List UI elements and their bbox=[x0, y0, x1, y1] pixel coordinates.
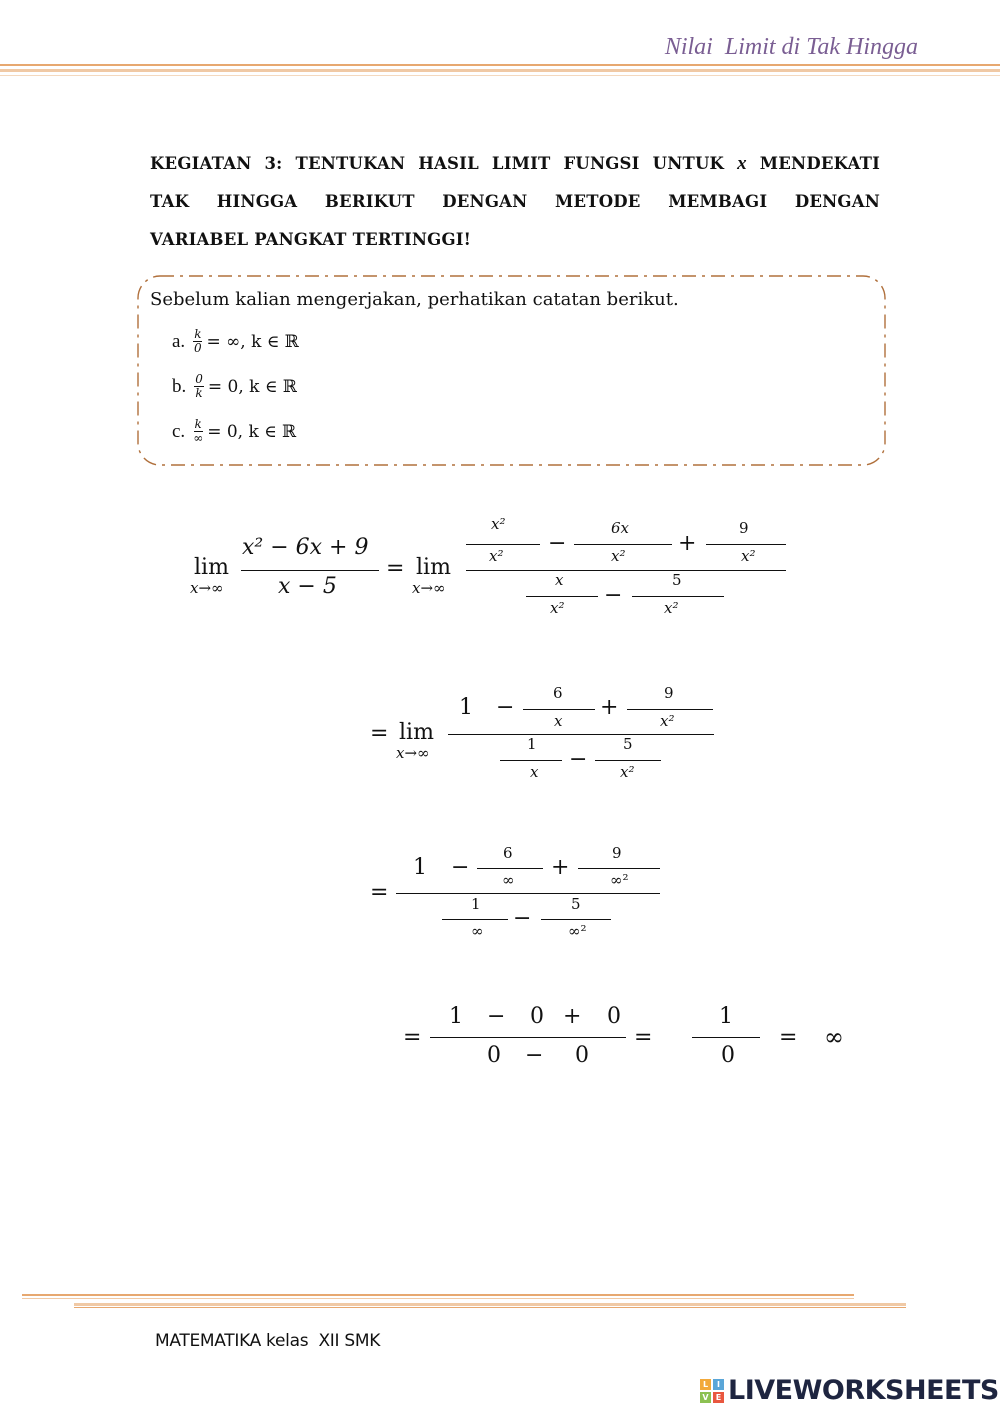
step1-t3-den: x² bbox=[741, 547, 756, 565]
step4-den-zero-2: 0 bbox=[575, 1043, 589, 1068]
note-item-b-fraction: $\frac{0}{k}$ bbox=[195, 372, 203, 400]
step2-b1-den: x bbox=[530, 763, 539, 781]
brand-watermark[interactable] bbox=[700, 1375, 999, 1406]
step2-t3-num: 9 bbox=[664, 684, 674, 702]
step2-minus-1: − bbox=[496, 695, 515, 720]
step3-t3-bar bbox=[578, 868, 660, 869]
step3-b1-bar bbox=[442, 919, 508, 920]
page-header-title: Nilai Limit di Tak Hingga bbox=[664, 34, 918, 60]
note-item-b: b. $\frac{0}{k}$ = 0, k ∈ ℝ bbox=[172, 372, 297, 400]
note-item-a: a. $\frac{k}{0}$ = ∞, k ∈ ℝ bbox=[172, 327, 299, 355]
step1-lim: lim bbox=[194, 555, 229, 580]
step1-fraction-bar bbox=[241, 570, 379, 571]
step2-t2-bar bbox=[523, 709, 595, 710]
step2-b1-num: 1 bbox=[527, 735, 537, 753]
step3-b2-num: 5 bbox=[571, 895, 581, 913]
step1-t3-num: 9 bbox=[739, 519, 749, 537]
step2-b2-num: 5 bbox=[623, 735, 633, 753]
note-item-a-fraction: $\frac{k}{0}$ bbox=[194, 327, 202, 355]
step3-t2-den: ∞ bbox=[502, 871, 515, 889]
step2-t2-den: x bbox=[554, 712, 563, 730]
step1-t3-bar bbox=[706, 544, 786, 545]
step2-lim: lim bbox=[399, 720, 434, 745]
step1-numerator: x² − 6x + 9 bbox=[242, 535, 369, 560]
brand-name: LIVEWORKSHEETS bbox=[728, 1375, 999, 1406]
header-rule-secondary bbox=[0, 69, 1000, 72]
step1-main-bar bbox=[466, 570, 786, 571]
step1-plus-1: + bbox=[678, 531, 697, 556]
header-rule-tertiary bbox=[0, 75, 1000, 76]
step1-b1-bar bbox=[526, 596, 598, 597]
step4-num-one: 1 bbox=[449, 1004, 463, 1029]
step1-t2-bar bbox=[574, 544, 672, 545]
step1-t1-num: x² bbox=[491, 515, 506, 533]
step1-minus-2: − bbox=[604, 583, 623, 608]
step1-b1-num: x bbox=[555, 571, 564, 589]
header-rule bbox=[0, 64, 1000, 66]
step4-result-bar bbox=[692, 1037, 760, 1038]
task-line-2: TAK HINGGA BERIKUT DENGAN METODE MEMBAGI DENGAN bbox=[150, 192, 880, 211]
step4-equals-3: = bbox=[779, 1025, 798, 1050]
note-item-c: c. $\frac{k}{\infty}$ = 0, k ∈ ℝ bbox=[172, 417, 297, 445]
step2-t3-den: x² bbox=[660, 712, 675, 730]
task-line-3: VARIABEL PANGKAT TERTINGGI! bbox=[150, 230, 472, 249]
step4-num-zero-1: 0 bbox=[530, 1004, 544, 1029]
footer-rule-quaternary bbox=[74, 1307, 906, 1308]
step2-t2-num: 6 bbox=[553, 684, 563, 702]
step4-equals-1: = bbox=[403, 1025, 422, 1050]
step3-b2-bar bbox=[541, 919, 611, 920]
step3-b2-den: ∞² bbox=[568, 922, 587, 940]
step1-denominator: x − 5 bbox=[278, 574, 337, 599]
step1-b2-num: 5 bbox=[672, 571, 682, 589]
step3-t3-den: ∞² bbox=[610, 871, 629, 889]
footer-rule bbox=[22, 1294, 854, 1296]
step3-t2-bar bbox=[477, 868, 543, 869]
step1-minus-1: − bbox=[548, 531, 567, 556]
step1-b1-den: x² bbox=[550, 599, 565, 617]
step3-equals: = bbox=[370, 880, 389, 905]
step1-b2-den: x² bbox=[664, 599, 679, 617]
step2-b2-bar bbox=[595, 760, 661, 761]
step3-t3-num: 9 bbox=[612, 844, 622, 862]
step2-minus-2: − bbox=[569, 747, 588, 772]
step1-t2-den: x² bbox=[611, 547, 626, 565]
step1-lim-2-sub: x→∞ bbox=[412, 579, 446, 597]
step2-one: 1 bbox=[459, 695, 473, 720]
step1-t1-bar bbox=[466, 544, 540, 545]
step1-lim-sub: x→∞ bbox=[190, 579, 224, 597]
step2-b1-bar bbox=[500, 760, 562, 761]
step3-t2-num: 6 bbox=[503, 844, 513, 862]
step2-b2-den: x² bbox=[620, 763, 635, 781]
step4-result-den: 0 bbox=[721, 1043, 735, 1068]
step1-b2-bar bbox=[632, 596, 724, 597]
step3-b1-num: 1 bbox=[471, 895, 481, 913]
step4-den-minus: − bbox=[525, 1043, 544, 1068]
step3-one: 1 bbox=[413, 855, 427, 880]
step4-result-num: 1 bbox=[719, 1004, 733, 1029]
liveworksheets-logo-icon: L I V E bbox=[700, 1379, 724, 1403]
step4-infinity: ∞ bbox=[824, 1023, 844, 1051]
step4-num-minus: − bbox=[487, 1004, 506, 1029]
footer-rule-secondary bbox=[22, 1298, 854, 1299]
step3-plus: + bbox=[551, 855, 570, 880]
task-variable: x bbox=[737, 153, 747, 174]
step1-t1-den: x² bbox=[489, 547, 504, 565]
step1-lim-2: lim bbox=[416, 555, 451, 580]
footer-rule-tertiary bbox=[74, 1303, 906, 1306]
step1-t2-num: 6x bbox=[611, 519, 630, 537]
step4-num-zero-2: 0 bbox=[607, 1004, 621, 1029]
step1-equals: = bbox=[386, 556, 405, 581]
step3-main-bar bbox=[396, 893, 660, 894]
step4-fraction-bar bbox=[430, 1037, 626, 1038]
step2-main-bar bbox=[448, 734, 714, 735]
step3-minus-1: − bbox=[451, 855, 470, 880]
step3-b1-den: ∞ bbox=[471, 922, 484, 940]
note-intro: Sebelum kalian mengerjakan, perhatikan catatan berikut. bbox=[150, 289, 679, 310]
footer-subject: MATEMATIKA kelas XII SMK bbox=[155, 1331, 381, 1351]
step2-lim-sub: x→∞ bbox=[396, 744, 430, 762]
task-heading bbox=[150, 145, 880, 259]
step2-plus: + bbox=[600, 695, 619, 720]
note-item-c-fraction: $\frac{k}{\infty}$ bbox=[193, 417, 204, 445]
step4-num-plus: + bbox=[563, 1004, 582, 1029]
step3-minus-2: − bbox=[513, 906, 532, 931]
step2-t3-bar bbox=[627, 709, 713, 710]
step2-equals: = bbox=[370, 721, 389, 746]
step4-equals-2: = bbox=[634, 1025, 653, 1050]
step4-den-zero-1: 0 bbox=[487, 1043, 501, 1068]
task-line-1: KEGIATAN 3: TENTUKAN HASIL LIMIT FUNGSI UNTUK x MENDEKATI bbox=[150, 153, 880, 174]
